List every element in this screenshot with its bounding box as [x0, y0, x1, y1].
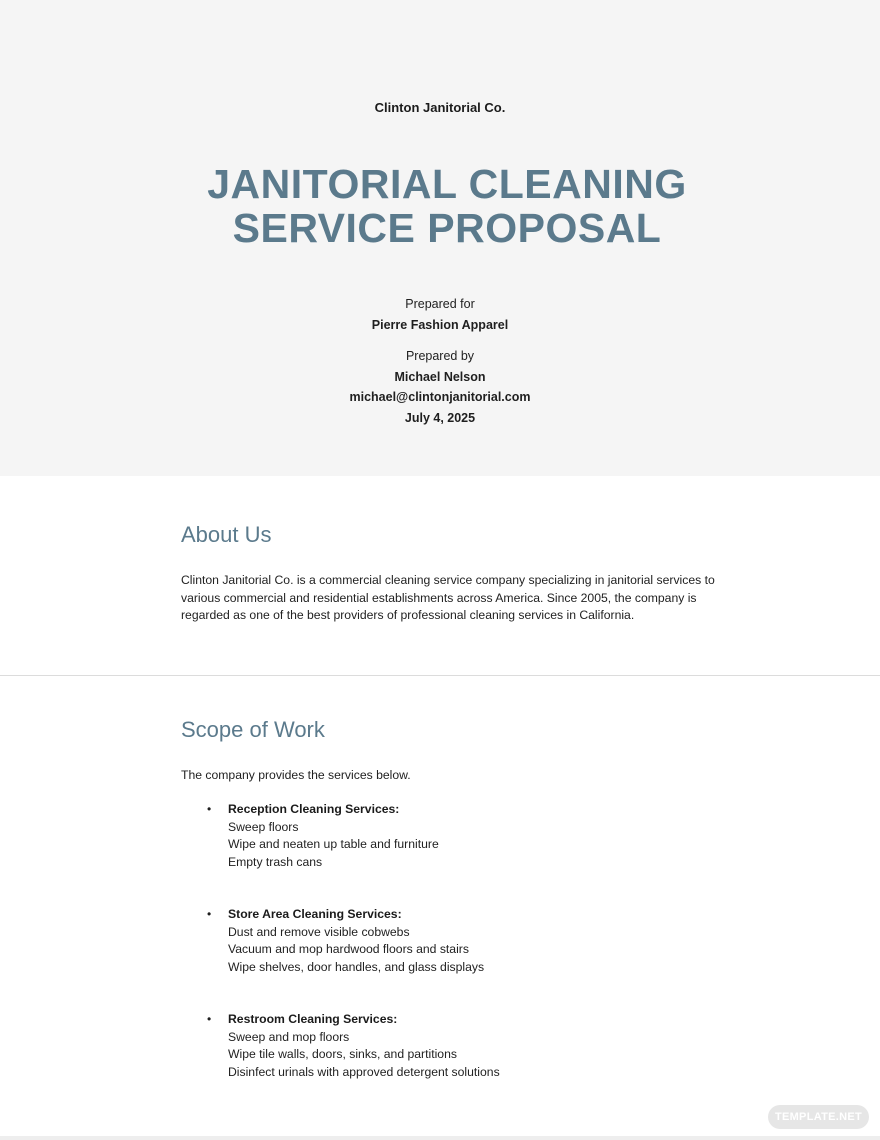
about-line: Clinton Janitorial Co. is a commercial cleaning service company specializing in janitorial services to	[181, 573, 715, 587]
service-item: Sweep and mop floors	[228, 1029, 350, 1044]
about-heading: About Us	[181, 522, 272, 547]
scope-heading: Scope of Work	[181, 717, 325, 742]
scope-intro-text: The company provides the services below.	[181, 768, 411, 782]
prepared-by-label: Prepared by	[405, 349, 475, 363]
about-section	[181, 522, 701, 548]
proposal-date: July 4, 2025	[404, 411, 476, 425]
about-line: various commercial and residential establishments across America. Since 2005, the company is	[181, 590, 697, 605]
service-body	[228, 906, 688, 976]
document-title	[0, 162, 880, 250]
service-title: Restroom Cleaning Services:	[228, 1012, 398, 1026]
client-name: Pierre Fashion Apparel	[371, 318, 509, 332]
author-name: Michael Nelson	[394, 370, 486, 384]
about-body	[181, 572, 721, 625]
service-item: Sweep floors	[228, 819, 299, 834]
cover-section	[0, 0, 880, 476]
bullet-icon: •	[207, 907, 212, 921]
service-body	[228, 801, 688, 871]
about-line: regarded as one of the best providers of professional cleaning services in California.	[181, 608, 635, 622]
author-email[interactable]: michael@clintonjanitorial.com	[349, 390, 531, 404]
service-item: Dust and remove visible cobwebs	[228, 924, 410, 939]
service-item: Wipe shelves, door handles, and glass displays	[228, 959, 485, 974]
page-bottom-edge	[0, 1136, 880, 1140]
bullet-icon: •	[207, 802, 212, 816]
service-title: Reception Cleaning Services:	[228, 802, 400, 816]
prepared-for-label: Prepared for	[405, 297, 475, 311]
title-line-1: JANITORIAL CLEANING	[207, 161, 687, 207]
service-body	[228, 1011, 688, 1081]
bullet-icon: •	[207, 1012, 212, 1026]
company-name: Clinton Janitorial Co.	[374, 100, 506, 115]
service-item: Wipe and neaten up table and furniture	[228, 837, 439, 851]
service-item: Empty trash cans	[228, 854, 323, 869]
template-watermark: TEMPLATE.NET	[768, 1105, 869, 1129]
service-item: Vacuum and mop hardwood floors and stairs	[228, 942, 469, 956]
title-line-2: SERVICE PROPOSAL	[232, 205, 662, 251]
service-item: Wipe tile walls, doors, sinks, and partitions	[228, 1047, 457, 1061]
scope-intro	[181, 767, 701, 785]
scope-section	[181, 717, 701, 743]
service-title: Store Area Cleaning Services:	[228, 907, 402, 921]
section-divider	[0, 675, 880, 676]
service-item: Disinfect urinals with approved detergent solutions	[228, 1064, 500, 1079]
